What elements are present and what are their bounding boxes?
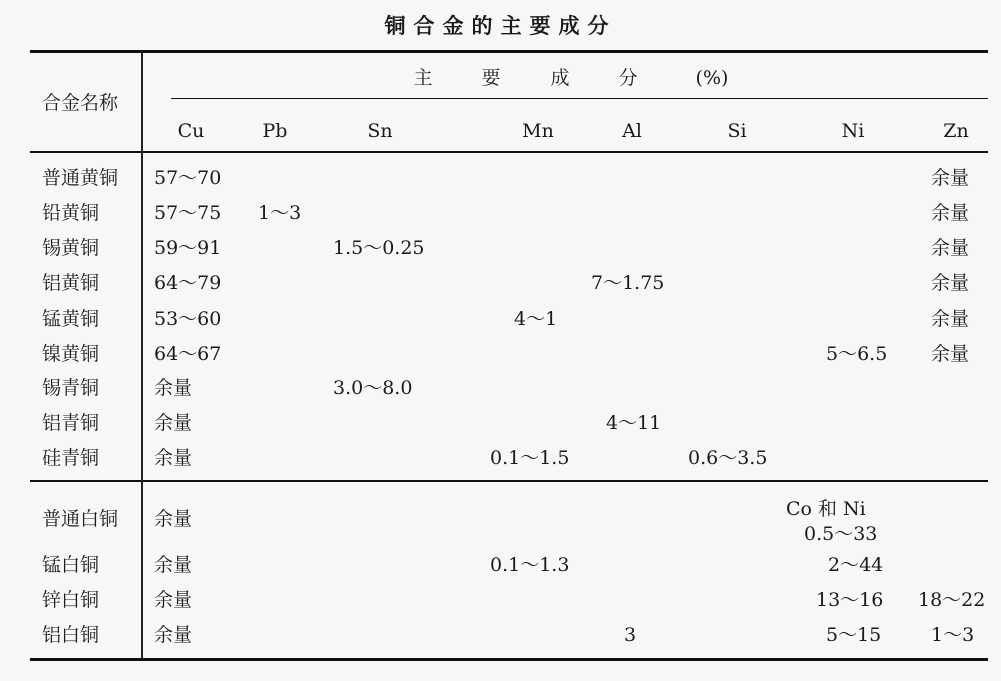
value-cell-zn: 余量 xyxy=(931,272,970,294)
value-cell-zn: 余量 xyxy=(931,343,970,365)
value-cell-zn: 1～3 xyxy=(931,624,975,646)
value-cell-cu: 57～75 xyxy=(154,202,222,224)
value-cell-zn: 余量 xyxy=(931,237,970,259)
value-cell-al: 7～1.75 xyxy=(591,272,665,294)
column-header-al: Al xyxy=(622,120,642,142)
group-header-char: 主 xyxy=(413,67,433,89)
value-cell-ni: 13～16 xyxy=(816,589,884,611)
value-cell-cu: 64～79 xyxy=(154,272,222,294)
value-cell-al: 3 xyxy=(624,624,637,646)
value-cell-ni: 5～6.5 xyxy=(826,343,888,365)
column-header-sn: Sn xyxy=(367,120,393,142)
header-alloy-name: 合金名称 xyxy=(42,92,119,114)
name-column-divider xyxy=(141,53,143,658)
value-cell-ni: 5～15 xyxy=(826,624,882,646)
value-cell-ni-line2: 0.5～33 xyxy=(804,523,878,545)
alloy-name-cell: 铝白铜 xyxy=(42,624,100,646)
value-cell-cu: 余量 xyxy=(154,554,193,576)
header-bottom-rule xyxy=(30,151,988,153)
value-cell-cu: 余量 xyxy=(154,412,193,434)
column-header-cu: Cu xyxy=(177,120,205,142)
group-header-rule xyxy=(171,98,988,99)
value-cell-cu: 余量 xyxy=(154,624,193,646)
value-cell-mn: 0.1～1.3 xyxy=(490,554,570,576)
value-cell-zn: 余量 xyxy=(931,167,970,189)
value-cell-si: 0.6～3.5 xyxy=(688,447,768,469)
value-cell-cu: 余量 xyxy=(154,447,193,469)
value-cell-cu: 余量 xyxy=(154,508,193,530)
group-header-char: 分 xyxy=(618,67,638,89)
alloy-name-cell: 锰白铜 xyxy=(42,554,100,576)
alloy-name-cell: 硅青铜 xyxy=(42,447,100,469)
column-header-pb: Pb xyxy=(262,120,288,142)
column-header-si: Si xyxy=(727,120,747,142)
alloy-name-cell: 镍黄铜 xyxy=(42,343,100,365)
value-cell-ni: 2～44 xyxy=(828,554,884,576)
top-rule xyxy=(30,50,988,53)
value-cell-al: 4～11 xyxy=(606,412,662,434)
alloy-name-cell: 铅黄铜 xyxy=(42,202,100,224)
value-cell-pb: 1～3 xyxy=(258,202,302,224)
column-header-mn: Mn xyxy=(522,120,554,142)
value-cell-mn: 4～1 xyxy=(514,308,558,330)
column-header-zn: Zn xyxy=(943,120,969,142)
value-cell-zn: 18～22 xyxy=(918,589,986,611)
column-header-ni: Ni xyxy=(841,120,865,142)
value-cell-sn: 3.0～8.0 xyxy=(333,377,413,399)
alloy-name-cell: 锰黄铜 xyxy=(42,308,100,330)
value-cell-cu: 64～67 xyxy=(154,343,222,365)
bottom-rule xyxy=(30,658,988,661)
value-cell-zn: 余量 xyxy=(931,308,970,330)
value-cell-ni-line1: Co 和 Ni xyxy=(786,498,866,520)
section-divider-rule xyxy=(30,480,988,482)
group-header-char: 要 xyxy=(481,67,501,89)
value-cell-cu: 余量 xyxy=(154,377,193,399)
value-cell-cu: 57～70 xyxy=(154,167,222,189)
alloy-name-cell: 铝黄铜 xyxy=(42,272,100,294)
value-cell-cu: 53～60 xyxy=(154,308,222,330)
value-cell-cu: 余量 xyxy=(154,589,193,611)
alloy-name-cell: 铝青铜 xyxy=(42,412,100,434)
page-title: 铜合金的主要成分 xyxy=(384,13,617,38)
alloy-name-cell: 普通黄铜 xyxy=(42,167,119,189)
value-cell-zn: 余量 xyxy=(931,202,970,224)
alloy-name-cell: 锡黄铜 xyxy=(42,237,100,259)
group-header-char: 成 xyxy=(550,67,570,89)
value-cell-sn: 1.5～0.25 xyxy=(333,237,425,259)
value-cell-cu: 59～91 xyxy=(154,237,222,259)
alloy-name-cell: 锌白铜 xyxy=(42,589,100,611)
value-cell-mn: 0.1～1.5 xyxy=(490,447,570,469)
group-header-unit: (%) xyxy=(695,67,729,89)
alloy-name-cell: 锡青铜 xyxy=(42,377,100,399)
alloy-name-cell: 普通白铜 xyxy=(42,508,119,530)
